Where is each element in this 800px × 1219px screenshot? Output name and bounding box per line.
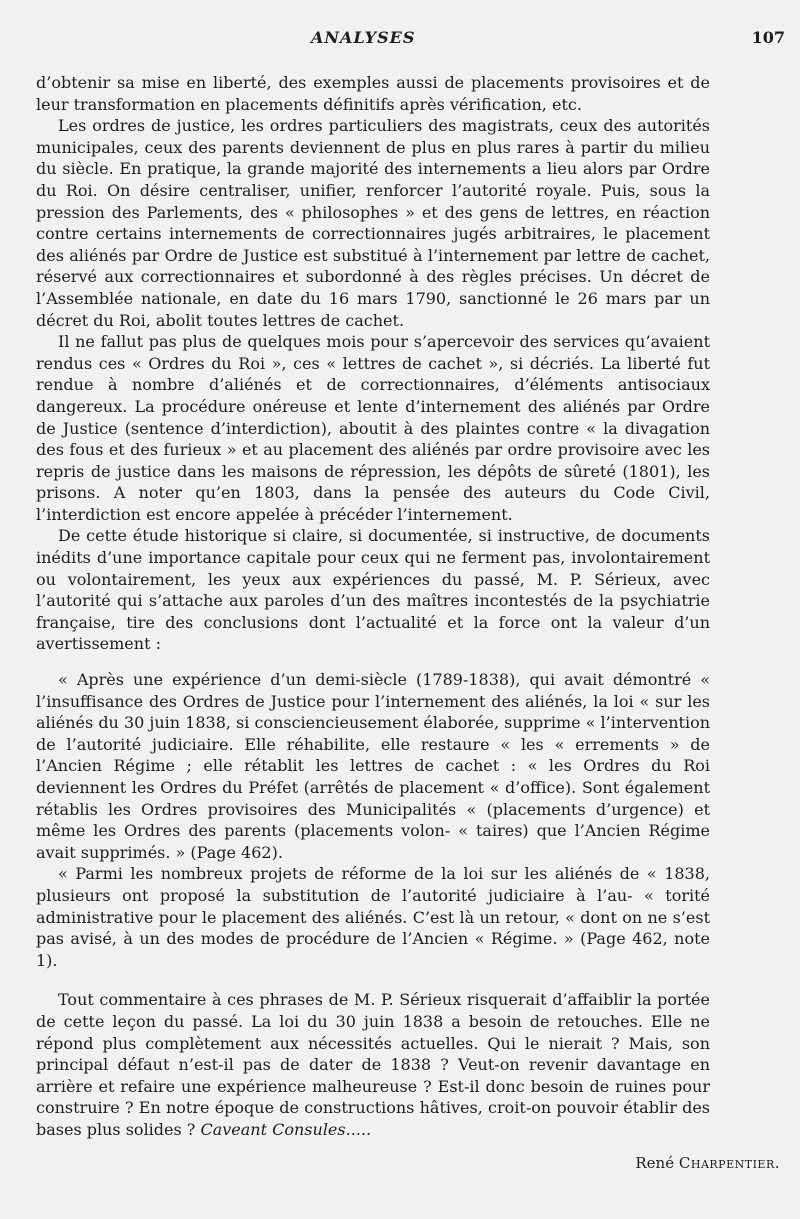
paragraph: Il ne fallut pas plus de quelques mois pour s’apercevoir des services qu’avaient rendus ces « Ordres du Roi », ces « lettres de cachet », si décriés. La liberté fut rendue à nombre d’aliénés et de correctionnaires, d’éléments antisociaux dangereux. La procédure onéreuse et lente d’internement des aliénés par Ordre de Justice (sentence d’interdiction), aboutit à des plaintes contre « la divagation des fous et des furieux » et au placement des aliénés par ordre provisoire avec les repris de justice dans les maisons de répression, les dépôts de sûreté (1801), les prisons. A noter qu’en 1803, dans la pensée des auteurs du Code Civil, l’interdiction est encore appelée à précéder l’internement. <box>36 332 710 524</box>
closing-text: Tout commentaire à ces phrases de M. P. Sérieux risquerait d’affaiblir la portée de cette leçon du passé. La loi du 30 juin 1838 a besoin de retouches. Elle ne répond plus complètement aux nécessités actuelles. Qui le nierait ? Mais, son principal défaut n’est-il pas de dater de 1838 ? Veut-on revenir davantage en arrière et refaire une expérience malheureuse ? Est-il donc besoin de ruines pour construire ? En notre époque de constructions hâtives, croit-on pouvoir établir des bases plus solides ? <box>36 990 710 1139</box>
running-title: ANALYSES <box>311 28 416 47</box>
article-body <box>36 72 780 1174</box>
page-number: 107 <box>751 28 785 47</box>
quote-paragraph: « Après une expérience d’un demi-siècle (1789-1838), qui avait démontré « l’insuffisance des Ordres de Justice pour l’internement des aliénés, la loi « sur les aliénés du 30 juin 1838, si consciencieusement élaborée, supprime « l’intervention de l’autorité judiciaire. Elle réhabilite, elle restaure « les « errements » de l’Ancien Régime ; elle rétablit les lettres de cachet : « les Ordres du Roi deviennent les Ordres du Préfet (arrêtés de placement « d’office). Sont également rétablis les Ordres provisoires des Municipalités « (placements d’urgence) et même les Ordres des parents (placements volon- « taires) que l’Ancien Régime avait supprimés. » (Page 462). <box>36 670 711 862</box>
closing-emphasis: Caveant Consules..... <box>200 1119 372 1139</box>
block-quote <box>36 669 710 971</box>
author-last-name: Charpentier. <box>678 1153 780 1172</box>
paragraph: d’obtenir sa mise en liberté, des exemples aussi de placements provisoires et de leur transformation en placements définitifs après vérification, etc. <box>36 73 710 114</box>
author-signature <box>36 1153 780 1175</box>
closing-paragraph <box>36 989 710 1140</box>
author-first-name: René <box>635 1153 679 1172</box>
section-gap <box>36 971 710 989</box>
page-header <box>36 28 785 54</box>
quote-paragraph: « Parmi les nombreux projets de réforme de la loi sur les aliénés de « 1838, plusieurs ont proposé la substitution de l’autorité judiciaire à l’au- « torité administrative pour le placement des aliénés. C’est là un retour, « dont on ne s’est pas avisé, à un des modes de procédure de l’Ancien « Régime. » (Page 462, note 1). <box>36 864 710 970</box>
paragraph: Les ordres de justice, les ordres particuliers des magistrats, ceux des autorités municipales, ceux des parents deviennent de plus en plus rares à partir du milieu du siècle. En pratique, la grande majorité des internements a lieu alors par Ordre du Roi. On désire centraliser, unifier, renforcer l’autorité royale. Puis, sous la pression des Parlements, des « philosophes » et des gens de lettres, en réaction contre certains internements de correctionnaires jugés arbitraires, le placement des aliénés par Ordre de Justice est substitué à l’internement par lettre de cachet, réservé aux correctionnaires et subordonné à des règles précises. Un décret de l’Assemblée nationale, en date du 16 mars 1790, sanctionné le 26 mars par un décret du Roi, abolit toutes lettres de cachet. <box>36 116 710 330</box>
paragraph: De cette étude historique si claire, si documentée, si instructive, de documents inédits d’une importance capitale pour ceux qui ne ferment pas, involontairement ou volontairement, les yeux aux expériences du passé, M. P. Sérieux, avec l’autorité qui s’attache aux paroles d’un des maîtres incontestés de la psychiatrie française, tire des conclusions dont l’actualité et la force ont la valeur d’un avertissement : <box>36 526 710 654</box>
